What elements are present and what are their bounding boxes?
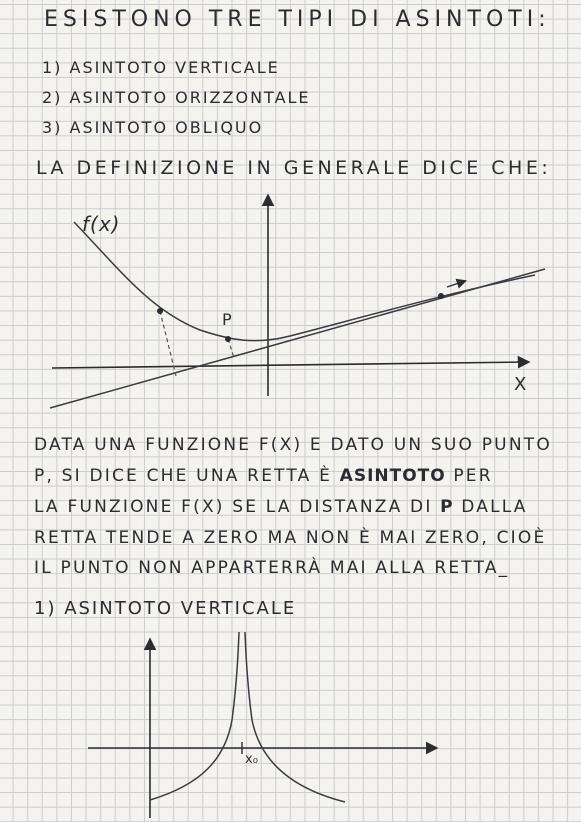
definition-line-2a: P, SI DICE CHE UNA RETTA È [34,466,333,486]
section-vertical-title: 1) ASINTOTO VERTICALE [34,598,297,619]
type-item-horizontal: 2) ASINTOTO ORIZZONTALE [42,88,311,107]
x-axis-label: X [514,374,527,395]
keyword-asintoto: ASINTOTO [339,466,446,486]
definition-line-5: IL PUNTO NON APPARTERRÀ MAI ALLA RETTA_ [34,558,510,578]
definition-line-4: RETTA TENDE A ZERO MA NON È MAI ZERO, CIOÈ [34,528,547,548]
point-p-label: P [222,310,232,329]
intro-text: LA DEFINIZIONE IN GENERALE DICE CHE: [36,157,552,179]
definition-line-1: DATA UNA FUNZIONE F(X) E DATO UN SUO PUNTO [34,435,552,455]
definition-line-3c: DALLA [461,497,528,517]
definition-line-2c: PER [453,466,493,486]
definition-line-3a: LA FUNZIONE F(X) SE LA DISTANZA DI [34,497,433,517]
curve-left-branch [150,632,239,800]
x0-label: x₀ [245,752,258,767]
type-item-vertical: 1) ASINTOTO VERTICALE [42,58,280,77]
type-item-oblique: 3) ASINTOTO OBLIQUO [42,118,264,137]
page-heading: ESISTONO TRE TIPI DI ASINTOTI: [44,7,551,32]
keyword-p: P [440,497,454,517]
function-label: f(x) [82,212,121,236]
curve-right-branch [245,632,345,802]
